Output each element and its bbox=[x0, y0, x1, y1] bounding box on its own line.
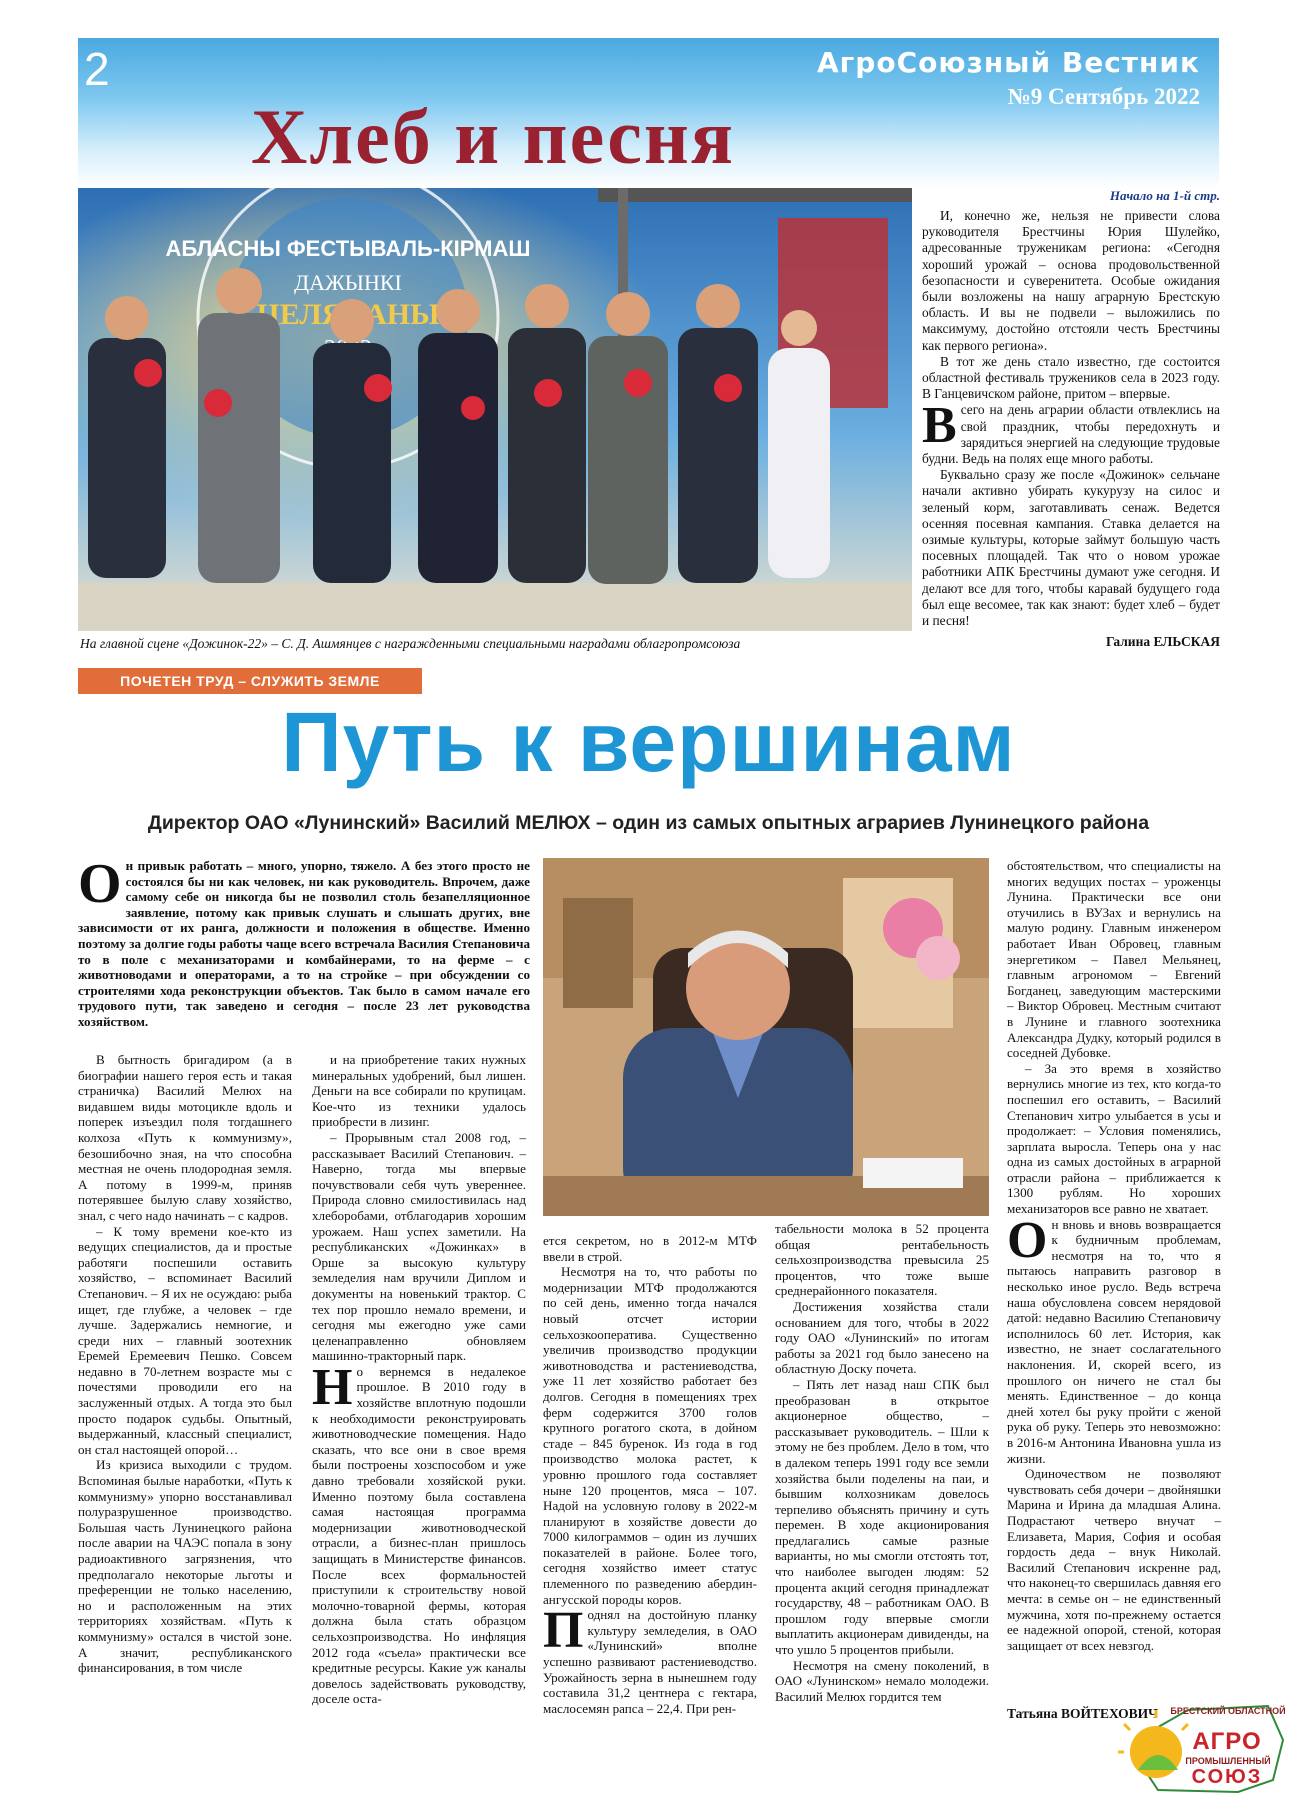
article-column-5 bbox=[1007, 858, 1221, 1653]
festival-stage-photo bbox=[78, 188, 912, 631]
page-number: 2 bbox=[84, 43, 110, 95]
paragraph-dropcap bbox=[543, 1602, 757, 1716]
paragraph: обстоятельством, что специалисты на многих ведущих постах – уроженцы Лунина. Практически все они отучились в ВУЗах и вернулись на малую родину. Главным инженером работает Иван Обровец, главным энергетиком – Павел Мельянец, главным агрономом – Евгений Богданец, заведующим мастерскими – Виктор Обровец. Местным считают в Лунине и главного зоотехника Александра Дудку, который родился в соседней Дубовке. bbox=[1007, 858, 1221, 1061]
paragraph-text: о вернемся в недалекое прошлое. В 2010 году в хозяйстве вплотную подошли к необходимости реконструировать животноводческие помещения. Надо сказать, что все они в свое время были построены хозспособом и уже давно требовали хозяйской руки. Именно поэтому была составлена самая настоящая программа модернизации животноводческой отрасли, а бизнес-план пришлось защищать в Министерстве финансов. После всех формальностей приступили к строительству новой молочно-товарной фермы, которая должна была стать образцом сельхозпроизводства. Но инфляция 2012 года «съела» практически все кредитные ресурсы. Какие уж каналы довелось задействовать руководству, доселе оста- bbox=[312, 1363, 526, 1707]
photo-caption: На главной сцене «Дожинок-22» – С. Д. Ашмянцев с награжденными специальными наградами облагропромсоюза bbox=[80, 636, 741, 651]
paragraph-text: однял на достойную планку культуру земледелия, в ОАО «Лунинский» вполне успешно развивают растениеводство. Урожайность зерна в нынешнем году составила 31,2 центнера с гектара, маслосемян рапса – 22,4. При рен- bbox=[543, 1607, 757, 1716]
paragraph: Из кризиса выходили с трудом. Вспоминая былые наработки, «Путь к коммунизму» упорно восстанавливал полуразрушенное производство. Большая часть Лунинецкого района после аварии на ЧАЭС попала в зону радиоактивного загрязнения, что предполагало некоторые льготы и преференции не только населению, но и расположенным на этих территориях хозяйствам. «Путь к коммунизму» остался в чистой зоне. А значит, республиканского финансирования, в том числе bbox=[78, 1457, 292, 1676]
paragraph: В тот же день стало известно, где состоится областной фестиваль тружеников села в 2023 году. В Ганцевичском районе, притом – впервые. bbox=[922, 353, 1220, 402]
paragraph: В бытность бригадиром (а в биографии нашего героя есть и такая страничка) Василий Мелюх на видавшем виды мотоцикле вдоль и поперек изъездил поля тогдашнего колхоза «Путь к коммунизму», безошибочно зная, на что способна местная не очень плодородная земля. А потому в 1999-м, приняв потерявшее былую славу хозяйство, знал, с чего надо начинать – с кадров. bbox=[78, 1052, 292, 1223]
paragraph: – Пять лет назад наш СПК был преобразован в открытое акционерное общество, – рассказывает руководитель. – Шли к этому не без проблем. Дело в том, что в далеком теперь 1991 году все земли хозяйства были поделены на паи, и бывшим колхозникам довелось терпеливо объяснять причину и суть перемен. В ходе акционирования предлагались самые разные варианты, но мы смогли отстоять тот, что наиболее выгоден людям: 52 процента акций сегодня принадлежат государству, 48 – работникам ОАО. В прошлом году впервые смогли выплатить акционерам дивиденды, на что ушло 5 процентов прибыли. bbox=[775, 1376, 989, 1658]
byline-main: Татьяна ВОЙТЕХОВИЧ bbox=[1007, 1706, 1159, 1721]
logo-text-agro: АГРО bbox=[1192, 1728, 1262, 1755]
paragraph: Буквально сразу же после «Дожинок» сельчане начали активно убирать кукурузу на силос и зеленый корм, заготавливать сенаж. Ведется осенняя посевная кампания. Ставка делается на озимые культуры, которые займут большую часть посевных площадей. Так что о новом урожае работники АПК Брестчины думают уже сегодня. И делают все для того, чтобы каравай будущего года был еще весомее, так как знают: будет хлеб – будет и песня! bbox=[922, 467, 1220, 629]
lead-text: н привык работать – много, упорно, тяжело. А без этого просто не состоялся бы ни как человек, ни как руководитель. Впрочем, даже самому себе он никогда бы не позволил столь безапелляционное заявление, потому как привык слушать и слышать других, вне зависимости от их ранга, должности и положения в обществе. Именно поэтому за долгие годы работы чаще всего встречала Василия Степановича то в поле с механизаторами и комбайнерами, то на ферме – с животноводами и операторами, а то на стройке – при обсуждении со строителями хода реконструкции объектов. Так было в самом начале его трудового пути, так заведено и сегодня – после 23 лет руководства хозяйством. bbox=[78, 858, 530, 1029]
paragraph: И, конечно же, нельзя не привести слова руководителя Брестчины Юрия Шулейко, адресованные труженикам региона: «Сегодня хороший урожай – основа продовольственной безопасности и суверенитета. Особые ожидания были возложены на нашу аграрную Брестскую область. И вы не подвели – выложились по максимуму, достойно отстояли честь Брестчины как первого региона». bbox=[922, 208, 1220, 353]
paragraph: Достижения хозяйства стали основанием для того, чтобы в 2022 году ОАО «Лунинский» по итогам работы за 2021 год было занесено на областную Доску почета. bbox=[775, 1298, 989, 1377]
dropcap: В bbox=[922, 397, 957, 455]
paragraph-text: н вновь и вновь возвращается к будничным проблемам, несмотря на то, что я пытаюсь направить разговор в несколько иное русло. Ведь встреча наша обусловлена совсем нерядовой датой: недавно Василию Степановичу исполнилось 60 лет. История, как известно, не знает сослагательного наклонения. И, скорей всего, из прошлого он ничего не стал бы менять. Единственное – до конца дней хотел бы руку пройти с женой рука об руку. Теперь это невозможно: в 2016-м Антонина Ивановна ушла из жизни. bbox=[1007, 1216, 1221, 1466]
dropcap: О bbox=[78, 853, 122, 915]
top-article-column bbox=[922, 208, 1220, 629]
dropcap: Н bbox=[312, 1358, 353, 1416]
article-headline-top: Хлеб и песня bbox=[251, 93, 735, 180]
logo-text-mid: ПРОМЫШЛЕННЫЙ bbox=[1185, 1756, 1271, 1766]
paragraph: табельности молока в 52 процента общая рентабельность сельхозпроизводства превысила 25 процентов, что тоже выше среднерайонного показателя. bbox=[775, 1221, 989, 1299]
paragraph: и на приобретение таких нужных минеральных удобрений, был лишен. Деньги на все собирали по крупицам. Кое-что из техники удалось приобрести в лизинг. bbox=[312, 1052, 526, 1130]
director-portrait-photo bbox=[543, 858, 989, 1216]
article-column-4 bbox=[775, 1221, 989, 1704]
article-subheadline: Директор ОАО «Лунинский» Василий МЕЛЮХ – один из самых опытных аграриев Лунинецкого района bbox=[147, 812, 1150, 834]
paragraph: – Прорывным стал 2008 год, – рассказывает Василий Степанович. – Наверно, тогда мы впервые почувствовали себя чуть увереннее. Природа словно смилостивилась над хлеборобами, отблагодарив хорошим урожаем. Наш успех заметили. На республиканских «Дожинках» в Орше за высокую культуру земледелия нам вручили Диплом и документы на новенький трактор. С тех пор прошло немало времени, и сегодня мы ежегодно уже сами целенаправленно обновляем машинно-тракторный парк. bbox=[312, 1129, 526, 1364]
paragraph: – К тому времени кое-кто из ведущих специалистов, да и простые работяги поспешили оставить хозяйство, – вспоминает Василий Степанович. – Я их не осуждаю: рыба ищет, где глубже, а человек – где лучше. Задержались немногие, и среди них – главный зоотехник Еремей Еремеевич Пешко. Совсем недавно в 70-летнем возрасте мы с почестями проводили его на заслуженный отдых. А тогда это был просто подарок судьбы. Опытный, выдержанный, классный специалист, он стал настоящей опорой… bbox=[78, 1223, 292, 1457]
newspaper-title: АгроСоюзный Вестник bbox=[816, 46, 1200, 79]
dropcap: О bbox=[1007, 1211, 1048, 1269]
paragraph-dropcap bbox=[312, 1358, 526, 1707]
paragraph-dropcap bbox=[922, 397, 1220, 467]
paragraph: Одиночеством не позволяют чувствовать себя дочери – двойняшки Марина и Ирина да младшая Алина. Подрастают четверо внучат – Елизавета, Мария, София и особая гордость деда – внук Николай. Василий Степанович искренне рад, что наконец-то свершилась давняя его мечта: в семье он – не единственный мужчина, хотя по-прежнему остается ее надежной опорой, стеной, которая защищает от всех невзгод. bbox=[1007, 1466, 1221, 1653]
emblem-line1: ДАЖЫНКІ bbox=[294, 270, 402, 295]
paragraph: Несмотря на то, что работы по модернизации МТФ продолжаются по сей день, именно тогда начался новый отсчет истории сельхозкооператива. Существенно увеличив производство продукции животноводства и растениеводства, уже 11 лет хозяйство работает без долгов. Сегодня в помещениях трех ферм содержится 3700 голов крупного рогатого скота, в дойном стаде – 845 буренок. Из года в год производство молока растет, к уровню прошлого года составляет ныне 120 процентов, мяса – 107. Надой на условную голову в 2022-м планируют в хозяйстве довести до 7000 килограммов – один из лучших показателей в районе. Более того, сегодня хозяйство имеет статус племенного по разведению абердин-ангусской породы коров. bbox=[543, 1264, 757, 1607]
paragraph: – За это время в хозяйство вернулись многие из тех, кто когда-то поспешил его оставить, – Василий Степанович хитро улыбается в усы и продолжает: – Условия поменялись, зарплата выросла. Теперь она у нас одна из самых достойных в аграрной отрасли района – приближается к 1300 рублям. Но хороших механизаторов все равно не хватает. bbox=[1007, 1060, 1221, 1217]
emblem-arc-text: АБЛАСНЫ ФЕСТЫВАЛЬ-КІРМАШ bbox=[165, 236, 531, 261]
article-lead bbox=[78, 853, 530, 1030]
paragraph: Несмотря на смену поколений, в ОАО «Лунинском» немало молодежи. Василий Мелюх гордится тем bbox=[775, 1657, 989, 1704]
article-column-1 bbox=[78, 1052, 292, 1676]
paragraph-dropcap bbox=[1007, 1211, 1221, 1467]
rubric-badge: ПОЧЕТЕН ТРУД – СЛУЖИТЬ ЗЕМЛЕ bbox=[78, 668, 422, 694]
logo-text-top: БРЕСТСКИЙ ОБЛАСТНОЙ bbox=[1170, 1706, 1286, 1716]
article-headline-main: Путь к вершинам bbox=[281, 695, 1016, 789]
byline-top: Галина ЕЛЬСКАЯ bbox=[1105, 634, 1220, 649]
logo-text-bottom: СОЮЗ bbox=[1191, 1766, 1263, 1788]
paragraph-text: сего на день аграрии области отвлеклись на свой праздник, чтобы передохнуть и зарядиться энергией на следующие трудовые будни. Ведь на полях еще много работы. bbox=[922, 402, 1220, 467]
article-column-3 bbox=[543, 1233, 757, 1716]
article-column-2 bbox=[312, 1052, 526, 1707]
issue-number: №9 Сентябрь 2022 bbox=[1007, 84, 1200, 109]
dropcap: П bbox=[543, 1602, 584, 1660]
paragraph: ется секретом, но в 2012-м МТФ ввели в строй. bbox=[543, 1233, 757, 1264]
continued-note: Начало на 1-й стр. bbox=[1109, 188, 1220, 203]
